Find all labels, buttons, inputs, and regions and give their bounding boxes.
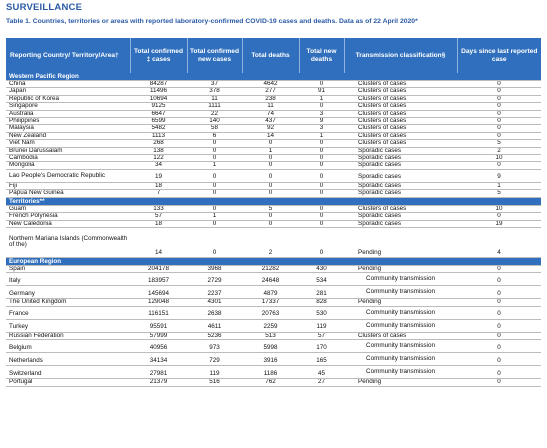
table-row	[6, 366, 541, 379]
region-label: Western Pacific Region	[6, 73, 541, 81]
transmission-cell: Clusters of cases	[344, 132, 457, 139]
new-cases-cell: 11	[187, 95, 242, 102]
total-cases-cell: 10694	[130, 95, 187, 102]
country-cell: Mongolia	[6, 162, 130, 169]
total-deaths-cell: 0	[242, 190, 299, 197]
new-cases-cell: 119	[187, 366, 242, 379]
new-deaths-cell: 530	[299, 306, 344, 319]
country-cell: Switzerland	[6, 366, 130, 379]
days-since-cell: 0	[457, 306, 541, 319]
new-deaths-cell: 534	[299, 273, 344, 286]
total-cases-cell: 34134	[130, 353, 187, 366]
table-row	[6, 190, 541, 197]
country-cell: Brunei Darussalam	[6, 147, 130, 154]
new-deaths-cell: 1	[299, 95, 344, 102]
table-row	[6, 81, 541, 88]
table-header-row	[6, 38, 541, 73]
covid-cases-table	[6, 38, 541, 387]
transmission-cell: Pending	[344, 379, 457, 386]
new-deaths-cell: 0	[299, 182, 344, 189]
country-cell: Guam	[6, 205, 130, 212]
new-cases-cell: 1	[187, 162, 242, 169]
total-cases-cell: 129048	[130, 299, 187, 306]
country-cell: Germany	[6, 286, 130, 299]
country-cell: France	[6, 306, 130, 319]
new-deaths-cell: 0	[299, 227, 344, 257]
table-row	[6, 353, 541, 366]
table-row	[6, 103, 541, 110]
total-deaths-cell: 20763	[242, 306, 299, 319]
country-cell: The United Kingdom	[6, 299, 130, 306]
country-cell: Australia	[6, 110, 130, 117]
region-header-row	[6, 257, 541, 265]
days-since-cell: 0	[457, 286, 541, 299]
new-deaths-cell: 0	[299, 103, 344, 110]
total-cases-cell: 19	[130, 169, 187, 182]
table-row	[6, 95, 541, 102]
new-deaths-cell: 3	[299, 110, 344, 117]
transmission-cell: Pending	[344, 265, 457, 272]
total-cases-cell: 27981	[130, 366, 187, 379]
total-cases-cell: 7	[130, 190, 187, 197]
transmission-cell: Community transmission	[344, 273, 457, 286]
total-deaths-cell: 14	[242, 132, 299, 139]
table-row	[6, 169, 541, 182]
transmission-cell: Clusters of cases	[344, 110, 457, 117]
total-cases-cell: 204178	[130, 265, 187, 272]
days-since-cell: 0	[457, 332, 541, 339]
country-cell: Spain	[6, 265, 130, 272]
total-cases-cell: 5482	[130, 125, 187, 132]
new-deaths-cell: 0	[299, 140, 344, 147]
total-cases-cell: 18	[130, 220, 187, 227]
new-deaths-cell: 0	[299, 155, 344, 162]
total-cases-cell: 183957	[130, 273, 187, 286]
days-since-cell: 2	[457, 147, 541, 154]
new-cases-cell: 140	[187, 118, 242, 125]
total-deaths-cell: 2259	[242, 319, 299, 332]
days-since-cell: 0	[457, 379, 541, 386]
total-deaths-cell: 11	[242, 103, 299, 110]
new-cases-cell: 5236	[187, 332, 242, 339]
table-row	[6, 182, 541, 189]
table-row	[6, 227, 541, 257]
total-deaths-cell: 3916	[242, 353, 299, 366]
days-since-cell: 0	[457, 366, 541, 379]
transmission-cell: Sporadic cases	[344, 182, 457, 189]
country-cell: Belgium	[6, 340, 130, 353]
new-deaths-cell: 91	[299, 88, 344, 95]
days-since-cell: 0	[457, 118, 541, 125]
days-since-cell: 10	[457, 155, 541, 162]
new-deaths-cell: 3	[299, 125, 344, 132]
new-cases-cell: 516	[187, 379, 242, 386]
country-cell: Malaysia	[6, 125, 130, 132]
new-cases-cell: 378	[187, 88, 242, 95]
transmission-cell: Community transmission	[344, 319, 457, 332]
country-cell: Japan	[6, 88, 130, 95]
transmission-cell: Sporadic cases	[344, 155, 457, 162]
new-cases-cell: 0	[187, 190, 242, 197]
transmission-cell: Sporadic cases	[344, 147, 457, 154]
total-cases-cell: 34	[130, 162, 187, 169]
total-cases-cell: 18	[130, 182, 187, 189]
days-since-cell: 0	[457, 132, 541, 139]
days-since-cell: 0	[457, 125, 541, 132]
total-deaths-cell: 24648	[242, 273, 299, 286]
days-since-cell: 5	[457, 140, 541, 147]
transmission-cell: Clusters of cases	[344, 332, 457, 339]
country-cell: Papua New Guinea	[6, 190, 130, 197]
total-deaths-cell: 513	[242, 332, 299, 339]
days-since-cell: 0	[457, 103, 541, 110]
new-deaths-cell: 828	[299, 299, 344, 306]
days-since-cell: 0	[457, 299, 541, 306]
transmission-cell: Pending	[344, 299, 457, 306]
new-deaths-cell: 0	[299, 190, 344, 197]
country-cell: Republic of Korea	[6, 95, 130, 102]
total-cases-cell: 95591	[130, 319, 187, 332]
transmission-cell: Sporadic cases	[344, 190, 457, 197]
new-cases-cell: 0	[187, 220, 242, 227]
total-cases-cell: 57999	[130, 332, 187, 339]
new-cases-cell: 0	[187, 155, 242, 162]
country-cell: Fiji	[6, 182, 130, 189]
table-row	[6, 88, 541, 95]
country-cell: Cambodia	[6, 155, 130, 162]
transmission-cell: Clusters of cases	[344, 140, 457, 147]
transmission-cell: Community transmission	[344, 306, 457, 319]
column-header-new-deaths: Total new deaths	[299, 38, 344, 73]
country-cell: French Polynesia	[6, 213, 130, 220]
table-row	[6, 125, 541, 132]
total-deaths-cell: 0	[242, 140, 299, 147]
new-cases-cell: 973	[187, 340, 242, 353]
total-deaths-cell: 17337	[242, 299, 299, 306]
total-cases-cell: 145694	[130, 286, 187, 299]
new-deaths-cell: 170	[299, 340, 344, 353]
transmission-cell: Clusters of cases	[344, 125, 457, 132]
table-row	[6, 286, 541, 299]
transmission-cell: Clusters of cases	[344, 205, 457, 212]
table-row	[6, 340, 541, 353]
country-cell: Lao People's Democratic Republic	[6, 169, 130, 182]
total-deaths-cell: 277	[242, 88, 299, 95]
days-since-cell: 0	[457, 162, 541, 169]
new-deaths-cell: 0	[299, 220, 344, 227]
total-deaths-cell: 4642	[242, 81, 299, 88]
region-label: Territories**	[6, 197, 541, 205]
table-row	[6, 147, 541, 154]
new-deaths-cell: 430	[299, 265, 344, 272]
table-row	[6, 265, 541, 272]
table-row	[6, 306, 541, 319]
total-cases-cell: 14	[130, 227, 187, 257]
country-cell: Northern Mariana Islands (Commonwealth of the)	[6, 227, 130, 257]
section-heading: SURVEILLANCE	[6, 2, 83, 13]
country-cell: Philippines	[6, 118, 130, 125]
new-cases-cell: 2237	[187, 286, 242, 299]
new-cases-cell: 0	[187, 169, 242, 182]
new-cases-cell: 0	[187, 182, 242, 189]
total-cases-cell: 21379	[130, 379, 187, 386]
total-cases-cell: 268	[130, 140, 187, 147]
transmission-cell: Clusters of cases	[344, 88, 457, 95]
new-deaths-cell: 119	[299, 319, 344, 332]
total-cases-cell: 57	[130, 213, 187, 220]
total-cases-cell: 9125	[130, 103, 187, 110]
new-deaths-cell: 57	[299, 332, 344, 339]
country-cell: Viet Nam	[6, 140, 130, 147]
transmission-cell: Community transmission	[344, 353, 457, 366]
days-since-cell: 0	[457, 95, 541, 102]
transmission-cell: Clusters of cases	[344, 95, 457, 102]
total-cases-cell: 133	[130, 205, 187, 212]
transmission-cell: Clusters of cases	[344, 81, 457, 88]
total-cases-cell: 40956	[130, 340, 187, 353]
new-deaths-cell: 0	[299, 169, 344, 182]
table-row	[6, 220, 541, 227]
total-cases-cell: 1113	[130, 132, 187, 139]
new-cases-cell: 729	[187, 353, 242, 366]
table-row	[6, 205, 541, 212]
table-caption: Table 1. Countries, territories or areas with reported laboratory-confirmed COVID-19 cases and deaths. Data as of 22 April 2020*	[6, 18, 418, 25]
transmission-cell: Community transmission	[344, 340, 457, 353]
days-since-cell: 0	[457, 88, 541, 95]
days-since-cell: 0	[457, 213, 541, 220]
total-deaths-cell: 762	[242, 379, 299, 386]
total-deaths-cell: 0	[242, 169, 299, 182]
table-row	[6, 155, 541, 162]
table-row	[6, 319, 541, 332]
new-cases-cell: 2729	[187, 273, 242, 286]
days-since-cell: 0	[457, 110, 541, 117]
table-row	[6, 332, 541, 339]
country-cell: Netherlands	[6, 353, 130, 366]
new-deaths-cell: 0	[299, 213, 344, 220]
new-cases-cell: 2638	[187, 306, 242, 319]
new-deaths-cell: 45	[299, 366, 344, 379]
table-row	[6, 110, 541, 117]
new-cases-cell: 1111	[187, 103, 242, 110]
table-row	[6, 273, 541, 286]
total-deaths-cell: 4879	[242, 286, 299, 299]
new-deaths-cell: 281	[299, 286, 344, 299]
new-cases-cell: 22	[187, 110, 242, 117]
transmission-cell: Sporadic cases	[344, 169, 457, 182]
new-cases-cell: 0	[187, 147, 242, 154]
table-row	[6, 379, 541, 386]
transmission-cell: Community transmission	[344, 286, 457, 299]
region-header-row	[6, 73, 541, 81]
new-cases-cell: 4611	[187, 319, 242, 332]
total-deaths-cell: 2	[242, 227, 299, 257]
days-since-cell: 19	[457, 220, 541, 227]
new-cases-cell: 0	[187, 205, 242, 212]
new-cases-cell: 1	[187, 213, 242, 220]
total-deaths-cell: 74	[242, 110, 299, 117]
new-cases-cell: 0	[187, 140, 242, 147]
table-row	[6, 299, 541, 306]
table-row	[6, 118, 541, 125]
table-row	[6, 132, 541, 139]
region-label: European Region	[6, 257, 541, 265]
total-cases-cell: 84287	[130, 81, 187, 88]
table-row	[6, 162, 541, 169]
new-deaths-cell: 0	[299, 162, 344, 169]
days-since-cell: 9	[457, 169, 541, 182]
column-header-total-cases: Total confirmed ‡ cases	[130, 38, 187, 73]
transmission-cell: Sporadic cases	[344, 213, 457, 220]
column-header-days-since-last-case: Days since last reported case	[457, 38, 541, 73]
days-since-cell: 1	[457, 182, 541, 189]
table-row	[6, 140, 541, 147]
total-deaths-cell: 92	[242, 125, 299, 132]
transmission-cell: Community transmission	[344, 366, 457, 379]
country-cell: China	[6, 81, 130, 88]
days-since-cell: 0	[457, 353, 541, 366]
new-deaths-cell: 0	[299, 205, 344, 212]
total-deaths-cell: 238	[242, 95, 299, 102]
transmission-cell: Sporadic cases	[344, 162, 457, 169]
new-deaths-cell: 165	[299, 353, 344, 366]
total-deaths-cell: 0	[242, 220, 299, 227]
days-since-cell: 5	[457, 190, 541, 197]
transmission-cell: Clusters of cases	[344, 103, 457, 110]
total-cases-cell: 116151	[130, 306, 187, 319]
country-cell: Turkey	[6, 319, 130, 332]
column-header-new-cases: Total confirmed new cases	[187, 38, 242, 73]
transmission-cell: Clusters of cases	[344, 118, 457, 125]
country-cell: Singapore	[6, 103, 130, 110]
total-deaths-cell: 5998	[242, 340, 299, 353]
new-deaths-cell: 1	[299, 132, 344, 139]
new-cases-cell: 3968	[187, 265, 242, 272]
days-since-cell: 0	[457, 265, 541, 272]
total-deaths-cell: 0	[242, 182, 299, 189]
total-deaths-cell: 0	[242, 155, 299, 162]
total-deaths-cell: 5	[242, 205, 299, 212]
transmission-cell: Sporadic cases	[344, 220, 457, 227]
days-since-cell: 0	[457, 319, 541, 332]
total-deaths-cell: 21282	[242, 265, 299, 272]
total-cases-cell: 11496	[130, 88, 187, 95]
country-cell: Russian Federation	[6, 332, 130, 339]
days-since-cell: 10	[457, 205, 541, 212]
region-header-row	[6, 197, 541, 205]
total-deaths-cell: 1	[242, 147, 299, 154]
new-cases-cell: 0	[187, 227, 242, 257]
total-cases-cell: 122	[130, 155, 187, 162]
country-cell: Italy	[6, 273, 130, 286]
table-body	[6, 73, 541, 386]
country-cell: New Zealand	[6, 132, 130, 139]
new-cases-cell: 58	[187, 125, 242, 132]
new-cases-cell: 37	[187, 81, 242, 88]
new-cases-cell: 6	[187, 132, 242, 139]
transmission-cell: Pending	[344, 227, 457, 257]
new-deaths-cell: 0	[299, 147, 344, 154]
days-since-cell: 0	[457, 81, 541, 88]
total-cases-cell: 138	[130, 147, 187, 154]
total-cases-cell: 6599	[130, 118, 187, 125]
new-deaths-cell: 9	[299, 118, 344, 125]
country-cell: Portugal	[6, 379, 130, 386]
days-since-cell: 0	[457, 340, 541, 353]
table-row	[6, 213, 541, 220]
column-header-country: Reporting Country/ Territory/Area†	[6, 38, 130, 73]
total-deaths-cell: 0	[242, 162, 299, 169]
days-since-cell: 4	[457, 227, 541, 257]
total-deaths-cell: 0	[242, 213, 299, 220]
total-cases-cell: 6647	[130, 110, 187, 117]
column-header-transmission: Transmission classification§	[344, 38, 457, 73]
days-since-cell: 0	[457, 273, 541, 286]
total-deaths-cell: 1186	[242, 366, 299, 379]
new-deaths-cell: 0	[299, 81, 344, 88]
total-deaths-cell: 437	[242, 118, 299, 125]
new-deaths-cell: 27	[299, 379, 344, 386]
new-cases-cell: 4301	[187, 299, 242, 306]
country-cell: New Caledonia	[6, 220, 130, 227]
column-header-total-deaths: Total deaths	[242, 38, 299, 73]
